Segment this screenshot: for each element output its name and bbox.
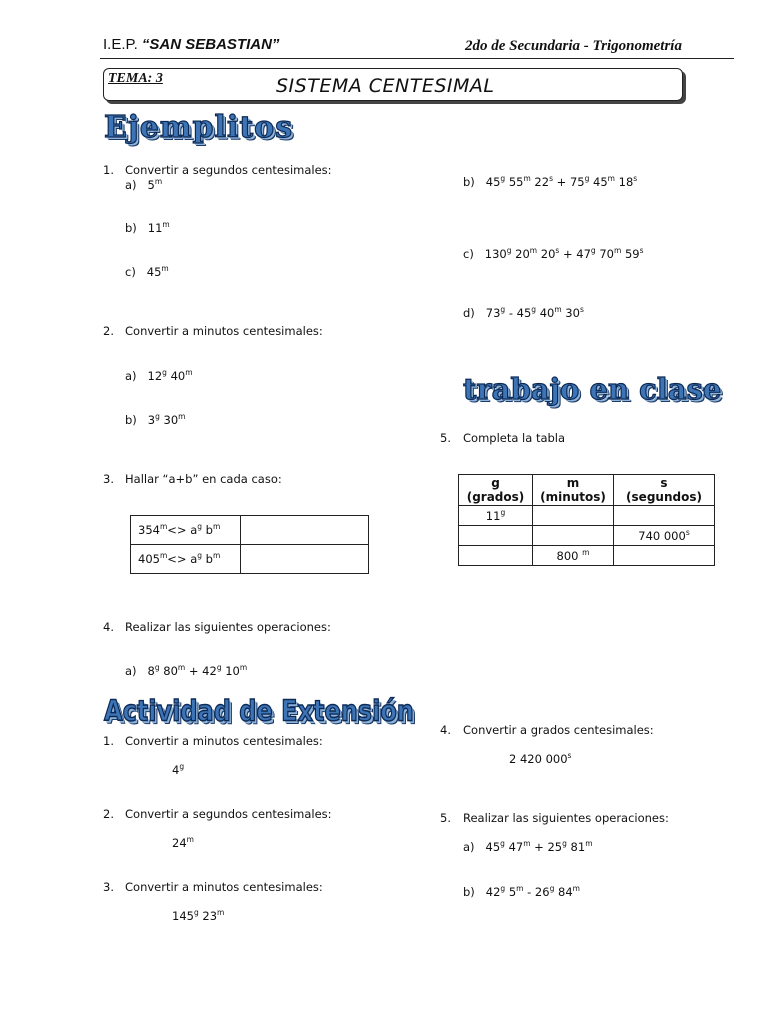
cell-segundos: [614, 506, 715, 526]
school-prefix: I.E.P.: [103, 36, 138, 53]
ext-q2-number: 2.: [103, 807, 114, 821]
q4-a: a) 8$^g$ $80^m + 42^g$ 10$^m$: [125, 663, 248, 678]
cell-minutos: [533, 506, 614, 526]
q2-a: a) 12$^g$ 40$^m$: [125, 368, 193, 383]
q3-text: Hallar “a+b” en cada caso:: [125, 472, 282, 486]
q2-text: Convertir a minutos centesimales:: [125, 324, 323, 338]
q1-number: 1.: [103, 163, 114, 177]
header-divider: [100, 58, 734, 59]
ext-q4-text: Convertir a grados centesimales:: [463, 723, 654, 737]
q1-d-right: d) 73$^g$ - 45$^g$ 40$^m$ 30$^s$: [463, 305, 584, 320]
course-name: 2do de Secundaria - Trigonometría: [465, 38, 682, 54]
school-name: “SAN SEBASTIAN”: [141, 36, 280, 53]
q1-c-right: c) 130$^g$ 20$^m$ $20^s + 47^g$ 70$^m$ 59$^s$: [463, 246, 644, 261]
cell-grados: [459, 526, 533, 546]
ext-q1-text: Convertir a minutos centesimales:: [125, 734, 323, 748]
actividad-heading: Actividad de Extensión: [104, 694, 414, 728]
col-header-segundos: s (segundos): [614, 475, 715, 506]
q2-number: 2.: [103, 324, 114, 338]
ext-q5-text: Realizar las siguientes operaciones:: [463, 811, 669, 825]
q3-row1-expr: $354^m<> a^g$ $b^m$: [131, 516, 241, 545]
ext-q5-number: 5.: [440, 811, 451, 825]
table-row: [459, 526, 715, 546]
cell-grados: 11$^g$: [459, 506, 533, 526]
school-header: [103, 36, 279, 53]
q5-number: 5.: [440, 431, 451, 445]
table-row: [131, 545, 369, 574]
ext-q3-value: 145$^g$ 23$^m$: [172, 908, 225, 923]
cell-segundos: 740 000$^s$: [614, 526, 715, 546]
ext-q1-value: 4$^g$: [172, 762, 185, 777]
page-title: SISTEMA CENTESIMAL: [276, 75, 495, 97]
q5-text: Completa la tabla: [463, 431, 566, 445]
tema-label: TEMA: 3: [108, 71, 163, 86]
table-row: [459, 546, 715, 566]
cell-minutos: [533, 526, 614, 546]
q3-number: 3.: [103, 472, 114, 486]
ext-q2-text: Convertir a segundos centesimales:: [125, 807, 332, 821]
cell-segundos: [614, 546, 715, 566]
ext-q5-b: b) 42$^g$ 5$^m$ - 26$^g$ 84$^m$: [463, 884, 580, 899]
ext-q4-number: 4.: [440, 723, 451, 737]
col-header-minutos: m (minutos): [533, 475, 614, 506]
q3-row2-expr: $405^m<> a^g$ $b^m$: [131, 545, 241, 574]
table-row: [131, 516, 369, 545]
ext-q2-value: 24$^m$: [172, 835, 194, 850]
col-header-grados: g (grados): [459, 475, 533, 506]
q3-row2-answer: [241, 545, 369, 574]
ext-q1-number: 1.: [103, 734, 114, 748]
ejemplitos-heading: Ejemplitos: [104, 110, 294, 145]
title-box: [103, 68, 683, 101]
q1-b-right: b) 45$^g$ 55$^m$ $22^s + 75^g$ 45$^m$ 18$^s$: [463, 174, 638, 189]
q1-text: Convertir a segundos centesimales:: [125, 163, 332, 177]
q5-table: [458, 474, 715, 566]
ext-q3-text: Convertir a minutos centesimales:: [125, 880, 323, 894]
ext-q3-number: 3.: [103, 880, 114, 894]
trabajo-heading: trabajo en clase: [463, 372, 722, 406]
q1-c: c) 45$^m$: [125, 264, 169, 279]
ext-q4-value: 2 420 000$^s$: [509, 751, 572, 766]
ext-q5-a: a) 45$^g$ $47^m + 25^g$ 81$^m$: [463, 839, 593, 854]
q3-row1-answer: [241, 516, 369, 545]
q2-b: b) 3$^g$ 30$^m$: [125, 412, 186, 427]
q4-text: Realizar las siguientes operaciones:: [125, 620, 331, 634]
cell-grados: [459, 546, 533, 566]
q4-number: 4.: [103, 620, 114, 634]
q1-b: b) 11$^m$: [125, 220, 170, 235]
q3-table: [130, 515, 369, 574]
table-row: [459, 506, 715, 526]
table-header-row: [459, 475, 715, 506]
cell-minutos: 800 $^m$: [533, 546, 614, 566]
q1-a: a) 5$^m$: [125, 177, 163, 192]
